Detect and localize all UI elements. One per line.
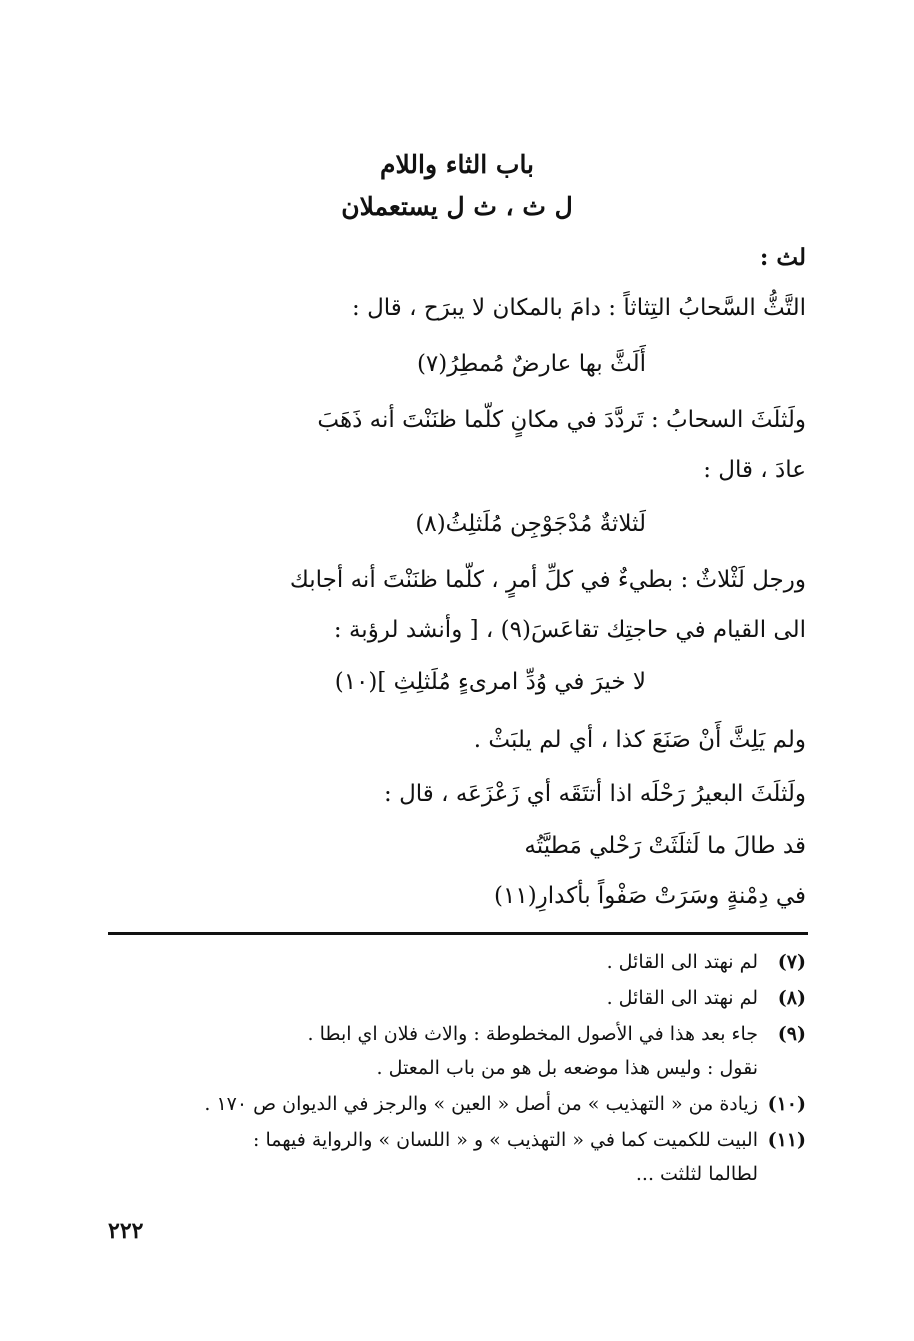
chapter-title: باب الثاء واللام <box>379 150 535 179</box>
entry-headword: لث : <box>759 244 806 271</box>
footnote-text: لم نهتد الى القائل . <box>606 951 758 973</box>
footnote-number: (٧) <box>777 951 806 973</box>
body-line: الى القيام في حاجتِك تقاعَسَ(٩) ، [ وأنشد لرؤبة : <box>333 617 806 643</box>
footnote-text: زيادة من « التهذيب » من أصل « العين » والرجز في الديوان ص ١٧٠ . <box>204 1093 758 1115</box>
body-line: التَّثُّ السَّحابُ التِثاثاً : دامَ بالمكان لا يبرَح ، قال : <box>352 295 806 321</box>
footnote-number: (١٠) <box>767 1093 806 1115</box>
page-number: ٢٢٢ <box>108 1218 144 1244</box>
body-line: ولَثلَثَ السحابُ : تَردَّدَ في مكانٍ كلّما ظنَنْتَ أنه ذَهَبَ <box>317 407 806 433</box>
body-line: ولم يَلِثَّ أَنْ صَنَعَ كذا ، أي لم يلبَثْ . <box>473 727 806 753</box>
footnote <box>106 948 806 976</box>
verse-line: أَلَثَّ بها عارضٌ مُمطِرُ(٧) <box>416 351 646 377</box>
footnote-continuation: نقول : وليس هذا موضعه بل هو من باب المعتل . <box>376 1057 758 1079</box>
body-line: ورجل لَثْلاثٌ : بطيءٌ في كلِّ أمرٍ ، كلّما ظنَنْتَ أنه أجابك <box>289 567 806 593</box>
footnote <box>106 1090 806 1118</box>
footnote-continuation: لطالما لثلثت ... <box>635 1163 758 1185</box>
footnote-separator <box>108 932 808 935</box>
verse-line: قد طالَ ما لَثلَثَتْ رَحْلي مَطيَّتُه <box>524 833 806 859</box>
verse-line: لا خيرَ في وُدِّ امرىءٍ مُلَثلِثِ ](١٠) <box>334 669 646 695</box>
footnote <box>106 1020 806 1048</box>
footnote-number: (١١) <box>767 1129 806 1151</box>
footnote <box>106 1126 806 1154</box>
body-line: ولَثلَثَ البعيرُ رَحْلَه اذا أتتَقَه أي زَعْزَعَه ، قال : <box>384 781 806 807</box>
footnote-text: لم نهتد الى القائل . <box>606 987 758 1009</box>
footnote-number: (٩) <box>777 1023 806 1045</box>
footnote-number: (٨) <box>777 987 806 1009</box>
verse-line: في دِمْنةٍ وسَرَتْ صَفْواً بأكدارِ(١١) <box>493 883 806 909</box>
footnote <box>106 984 806 1012</box>
verse-line: لَثلاثةٌ مُدْجَوْجِن مُلَثلِثُ(٨) <box>415 511 646 537</box>
chapter-subtitle: ل ث ، ث ل يستعملان <box>341 192 573 221</box>
footnote-text: جاء بعد هذا في الأصول المخطوطة : والاث فلان اي ابطا . <box>307 1023 758 1045</box>
footnote-text: البيت للكميت كما في « التهذيب » و « اللسان » والرواية فيهما : <box>253 1129 758 1151</box>
body-line: عادَ ، قال : <box>703 457 806 483</box>
